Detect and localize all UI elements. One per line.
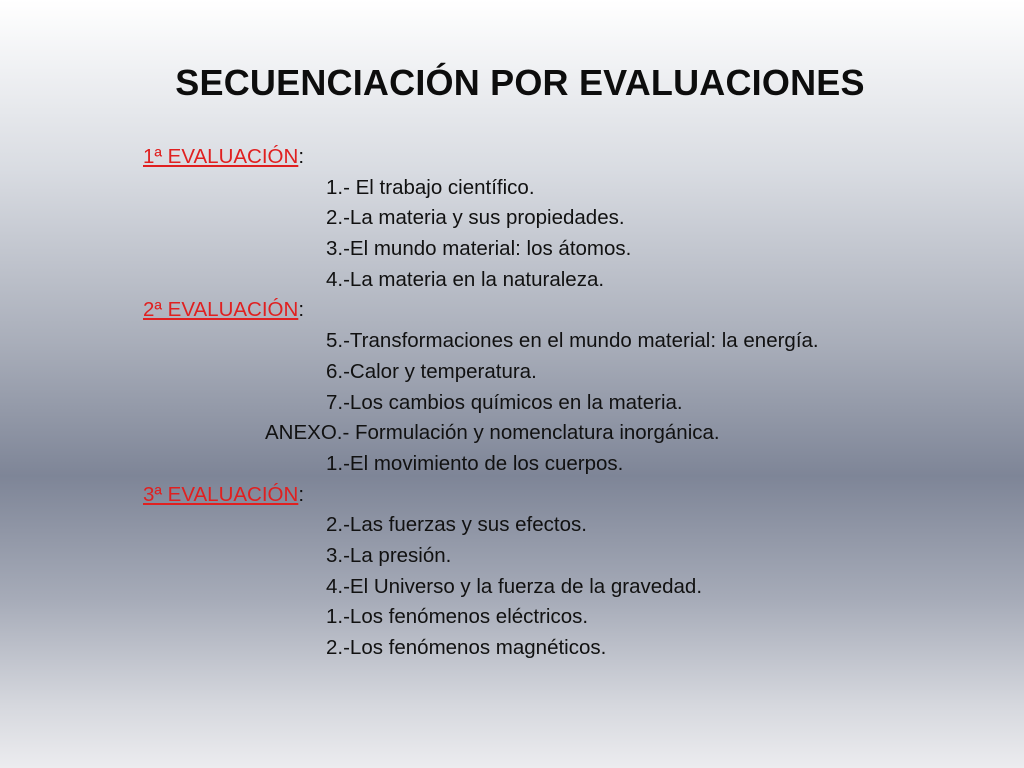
evaluation-label: 2ª EVALUACIÓN <box>143 298 299 322</box>
list-item: 3.-La presión. <box>326 543 452 567</box>
list-item: 2.-Los fenómenos magnéticos. <box>326 636 607 659</box>
annex-item: ANEXO.- Formulación y nomenclatura inorgánica. <box>265 421 720 445</box>
evaluation-heading-3 <box>143 480 819 511</box>
slide-title: SECUENCIACIÓN POR EVALUACIONES <box>175 62 865 103</box>
evaluation-heading-2 <box>143 295 819 326</box>
evaluation-colon: : <box>298 145 305 168</box>
list-item: 4.-La materia en la naturaleza. <box>326 267 605 291</box>
list-item: 3.-El mundo material: los átomos. <box>326 237 632 261</box>
list-item: 2.-La materia y sus propiedades. <box>326 206 625 230</box>
evaluation-colon: : <box>298 482 305 506</box>
list-item: 1.- El trabajo científico. <box>326 175 535 199</box>
list-item: 2.-Las fuerzas y sus efectos. <box>326 513 587 537</box>
list-item: 4.-El Universo y la fuerza de la gravedad. <box>326 574 703 598</box>
list-item: 5.-Transformaciones en el mundo material: la energía. <box>326 329 819 353</box>
list-item: 1.-Los fenómenos eléctricos. <box>326 605 589 629</box>
evaluation-heading-1 <box>143 142 819 173</box>
evaluation-label: 3ª EVALUACIÓN <box>143 482 299 506</box>
evaluation-label: 1ª EVALUACIÓN <box>143 145 299 168</box>
list-item: 7.-Los cambios químicos en la materia. <box>326 390 683 414</box>
evaluation-colon: : <box>298 298 305 322</box>
evaluation-list <box>143 142 819 664</box>
list-item: 6.-Calor y temperatura. <box>326 359 537 383</box>
list-item: 1.-El movimiento de los cuerpos. <box>326 451 624 475</box>
